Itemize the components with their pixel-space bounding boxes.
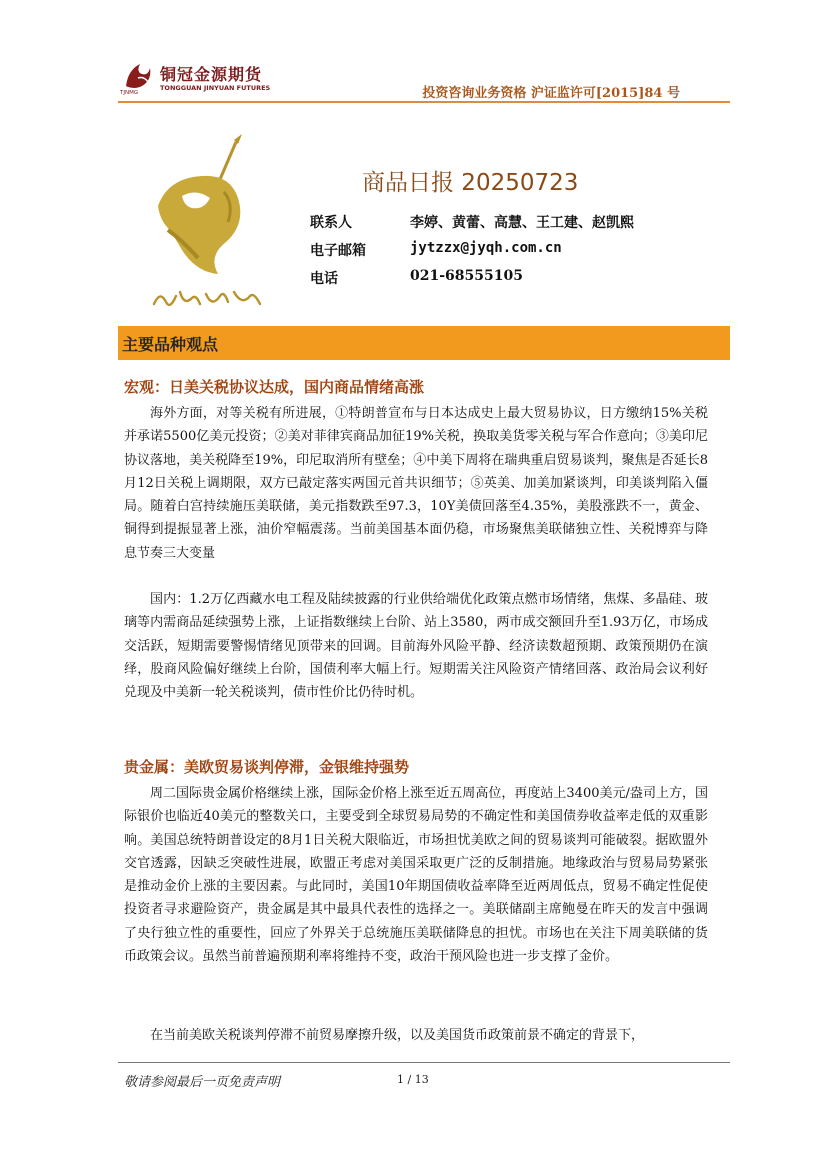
license-text: 投资咨询业务资格 沪证监许可[2015]84 号 xyxy=(422,86,680,101)
report-title: 商品日报 20250723 xyxy=(362,170,579,196)
logo-abbr: TJNMG xyxy=(120,90,139,96)
contact-label: 电子邮箱 xyxy=(310,243,366,259)
page-number: 1 / 13 xyxy=(397,1073,429,1086)
contact-value: 李婷、黄蕾、高慧、王工建、赵凯熙 xyxy=(410,215,634,231)
precious-paragraph-1: 周二国际贵金属价格继续上涨，国际金价格上涨至近五周高位，再度站上3400美元/盎司上方，国际银价也临近40美元的整数关口，主要受到全球贸易局势的不确定性和美国债券收益率走低的双重影响。美国总统特朗普设定的8月1日关税大限临近，市场担忧美欧之间的贸易谈判可能破裂。据欧盟外交官透露，因缺乏突破性进展，欧盟正考虑对美国采取更广泛的反制措施。地缘政治与贸易局势紧张是推动金价上涨的主要因素。与此同时，美国10年期国债收益率降至近两周低点，贸易不确定性促使投资者寻求避险资产，贵金属是其中最具代表性的选择之一。美联储副主席鲍曼在昨天的发言中强调了央行独立性的重要性，回应了外界关于总统施压美联储降息的担忧。市场也在关注下周美联储的货币政策会议。虽然当前普遍预期利率将维持不变，政治干预风险也进一步支撑了金价。 xyxy=(124,786,708,965)
disclaimer-link[interactable]: 敬请参阅最后一页免责声明 xyxy=(124,1075,281,1090)
contact-label: 联系人 xyxy=(310,215,352,231)
emblem-signature xyxy=(150,284,270,314)
precious-paragraph-2: 在当前美欧关税谈判停滞不前贸易摩擦升级，以及美国货币政策前景不确定的背景下， xyxy=(150,1028,645,1043)
section-title: 主要品种观点 xyxy=(122,335,219,354)
phone-number: 021-68555105 xyxy=(410,268,523,284)
email-link[interactable]: jytzzx@jyqh.com.cn xyxy=(410,240,562,256)
header-rule xyxy=(118,101,730,103)
macro-heading: 宏观：日美关税协议达成，国内商品情绪高涨 xyxy=(124,378,425,396)
macro-paragraph-domestic: 国内：1.2万亿西藏水电工程及陆续披露的行业供给端优化政策点燃市场情绪，焦煤、多晶硅、玻璃等内需商品延续强势上涨，上证指数继续上台阶、站上3580，两市成交额回升至1.93万亿，市场成交活跃，短期需要警惕情绪见顶带来的回调。目前海外风险平静、经济读数超预期、政策预期仍在演绎，股商风险偏好继续上台阶，国债利率大幅上行。短期需关注风险资产情绪回落、政治局会议利好兑现及中美新一轮关税谈判，债市性价比仍待时机。 xyxy=(124,592,708,701)
footer-rule xyxy=(118,1062,730,1063)
company-logo xyxy=(118,56,278,102)
macro-paragraph-overseas: 海外方面，对等关税有所进展，①特朗普宣布与日本达成史上最大贸易协议，日方缴纳15%关税并承诺5500亿美元投资；②美对菲律宾商品加征19%关税，换取美货零关税与军合作意向；③美印尼协议落地，美关税降至19%，印尼取消所有壁垒；④中美下周将在瑞典重启贸易谈判，聚焦是否延长8月12日关税上调期限，双方已敲定落实两国元首共识细节；⑤英美、加美加紧谈判，印美谈判陷入僵局。随着白宫持续施压美联储，美元指数跌至97.3，10Y美债回落至4.35%，美股涨跌不一，黄金、铜得到提振显著上涨，油价窄幅震荡。当前美国基本面仍稳，市场聚焦美联储独立性、关税博弈与降息节奏三大变量 xyxy=(124,406,708,561)
logo-name: 铜冠金源期货 xyxy=(160,65,263,84)
contact-label: 电话 xyxy=(310,271,338,287)
section-header xyxy=(118,326,730,360)
logo-english: TONGGUAN JINYUAN FUTURES xyxy=(160,84,271,92)
precious-heading: 贵金属：美欧贸易谈判停滞，金银维持强势 xyxy=(124,758,410,776)
